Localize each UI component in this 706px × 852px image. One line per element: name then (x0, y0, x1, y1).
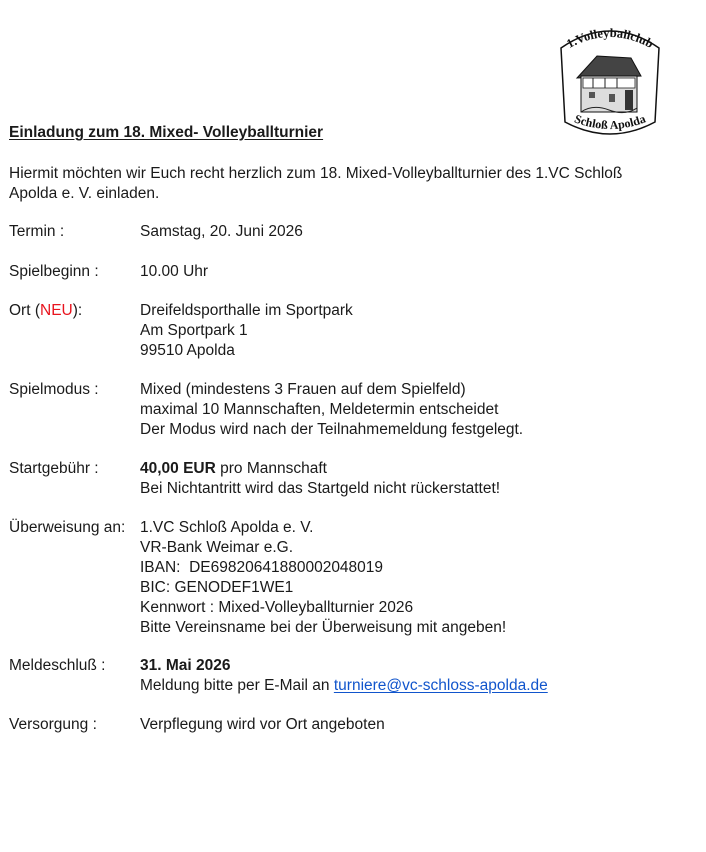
startgebuehr-value (140, 459, 500, 499)
ort-label-suffix: ): (72, 302, 83, 319)
address-line: Dreifeldsporthalle im Sportpark (140, 302, 353, 319)
spielbeginn-label: Spielbeginn : (9, 263, 99, 280)
email-link[interactable]: turniere@vc-schloss-apolda.de (333, 677, 548, 694)
document-title: Einladung zum 18. Mixed- Volleyballturnier (9, 124, 324, 141)
registration-text: Meldung bitte per E-Mail an (140, 677, 334, 694)
club-logo (553, 18, 667, 140)
logo-bottom-text: Schloß Apolda (572, 111, 648, 133)
address-line: Am Sportpark 1 (140, 322, 248, 339)
spielmodus-label: Spielmodus : (9, 381, 99, 398)
intro-line: Hiermit möchten wir Euch recht herzlich zum 18. Mixed-Volleyballturnier des 1.VC Schloß (9, 165, 623, 182)
meldeschluss-label: Meldeschluß : (9, 657, 106, 674)
mode-line: Mixed (mindestens 3 Frauen auf dem Spielfeld) (140, 381, 466, 398)
fee-amount: 40,00 EUR (140, 460, 216, 477)
versorgung-value: Verpflegung wird vor Ort angeboten (140, 716, 385, 733)
mode-line: maximal 10 Mannschaften, Meldetermin entscheidet (140, 401, 499, 418)
address-line: 99510 Apolda (140, 342, 235, 359)
intro-line: Apolda e. V. einladen. (9, 185, 160, 202)
iban: IBAN: DE69820641880002048019 (140, 559, 384, 576)
new-highlight: NEU (40, 302, 73, 319)
ort-label-text: Ort ( (9, 302, 40, 319)
kennwort: Kennwort : Mixed-Volleyballturnier 2026 (140, 599, 414, 616)
termin-value: Samstag, 20. Juni 2026 (140, 223, 303, 240)
bic: BIC: GENODEF1WE1 (140, 579, 294, 596)
fee-suffix: pro Mannschaft (215, 460, 327, 477)
spielmodus-value (140, 380, 523, 440)
ueberweisung-label: Überweisung an: (9, 519, 126, 536)
ort-value (140, 301, 353, 361)
ort-label (9, 301, 82, 321)
deadline-date: 31. Mai 2026 (140, 657, 231, 674)
bank-details (140, 518, 506, 638)
intro-paragraph (9, 164, 699, 204)
meldeschluss-value (140, 656, 548, 696)
versorgung-label: Versorgung : (9, 716, 97, 733)
startgebuehr-label: Startgebühr : (9, 460, 99, 477)
mode-line: Der Modus wird nach der Teilnahmemeldung festgelegt. (140, 421, 524, 438)
bank-line: VR-Bank Weimar e.G. (140, 539, 294, 556)
logo-top-text: 1.Volleyballclub (564, 25, 656, 51)
bank-line: 1.VC Schloß Apolda e. V. (140, 519, 314, 536)
bank-note: Bitte Vereinsname bei der Überweisung mit angeben! (140, 619, 507, 636)
fee-note: Bei Nichtantritt wird das Startgeld nicht rückerstattet! (140, 480, 501, 497)
termin-label: Termin : (9, 223, 65, 240)
spielbeginn-value: 10.00 Uhr (140, 263, 209, 280)
